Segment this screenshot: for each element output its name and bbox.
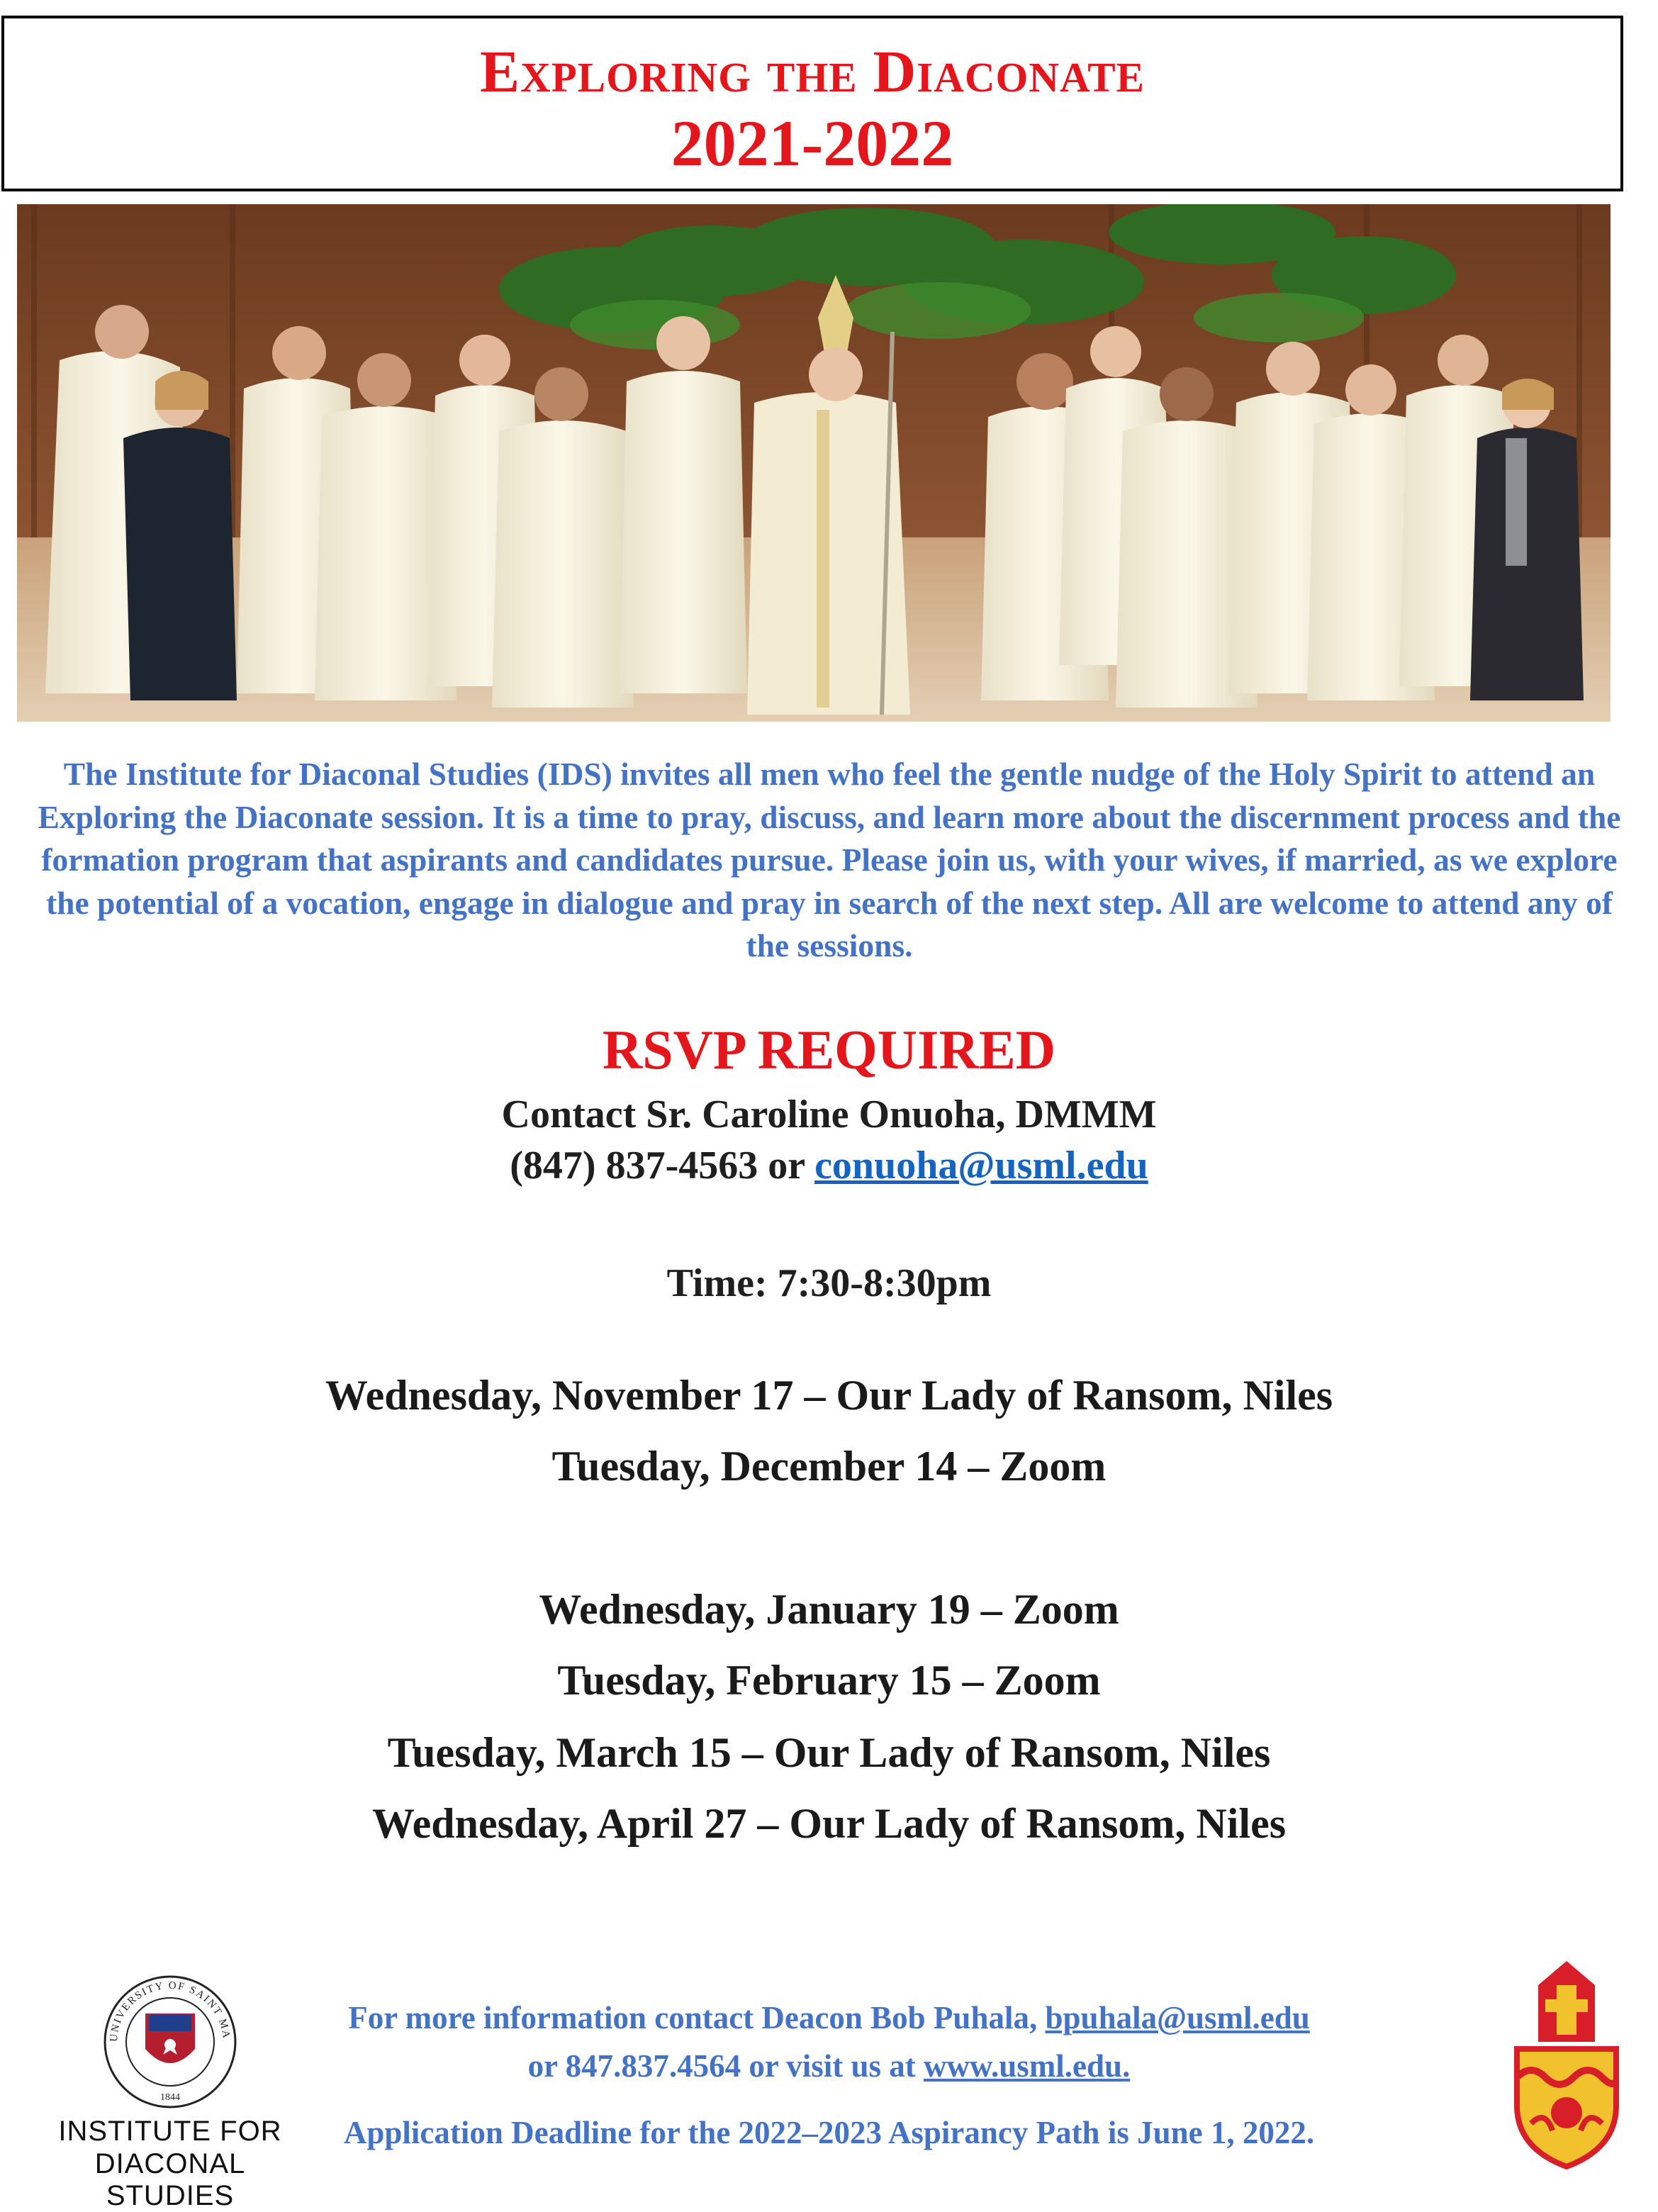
session-item: Wednesday, November 17 – Our Lady of Ransom, Niles	[325, 1372, 1333, 1419]
footer-contact-line	[0, 2048, 1658, 2084]
title-box	[1, 16, 1623, 191]
page-title: Exploring the Diaconate	[480, 39, 1145, 105]
footer-email-link[interactable]: bpuhala@usml.edu	[1045, 2000, 1310, 2035]
application-deadline: Application Deadline for the 2022–2023 Aspirancy Path is June 1, 2022.	[343, 2115, 1315, 2150]
session-item: Tuesday, March 15 – Our Lady of Ransom, Niles	[387, 1729, 1271, 1776]
footer-website-link[interactable]: www.usml.edu.	[924, 2048, 1131, 2084]
session-item: Wednesday, April 27 – Our Lady of Ransom, Niles	[371, 1800, 1287, 1847]
ids-name-line2: DIACONAL STUDIES	[94, 2148, 246, 2211]
session-time: Time: 7:30-8:30pm	[666, 1261, 992, 1305]
rsvp-phone-line	[0, 1143, 1658, 1188]
rsvp-phone: (847) 837-4563 or	[510, 1144, 815, 1188]
group-photo	[17, 204, 1611, 722]
svg-text:1844: 1844	[160, 2092, 180, 2103]
intro-paragraph: The Institute for Diaconal Studies (IDS) invites all men who feel the gentle nudge of the Holy Spirit to attend an Exploring the Diaconate session. It is a time to pray, discuss, and learn more about the discernment process and the formation program that aspirants and candidates pursue. Please join us, with your wives, if married, as we explore the potential of a vocation, engage in dialogue and pray in search of the next step. All are welcome to attend any of the sessions.	[38, 756, 1621, 963]
footer-info-text: For more information contact Deacon Bob Puhala,	[348, 2000, 1046, 2035]
svg-text:UNIVERSITY OF SAINT MARY OF TH: UNIVERSITY OF SAINT MA	[108, 1979, 233, 2043]
footer-info-line	[0, 1999, 1658, 2036]
session-item: Wednesday, January 19 – Zoom	[539, 1586, 1119, 1633]
rsvp-heading: RSVP REQUIRED	[602, 1019, 1056, 1080]
footer-phone-text: or 847.837.4564 or visit us at	[527, 2048, 924, 2084]
rsvp-contact: Contact Sr. Caroline Onuoha, DMMM	[501, 1093, 1157, 1136]
ids-name-line1: INSTITUTE FOR	[58, 2116, 282, 2147]
session-item: Tuesday, February 15 – Zoom	[557, 1657, 1101, 1704]
page-year: 2021-2022	[671, 107, 954, 179]
session-item: Tuesday, December 14 – Zoom	[551, 1443, 1107, 1490]
rsvp-email-link[interactable]: conuoha@usml.edu	[814, 1144, 1148, 1188]
